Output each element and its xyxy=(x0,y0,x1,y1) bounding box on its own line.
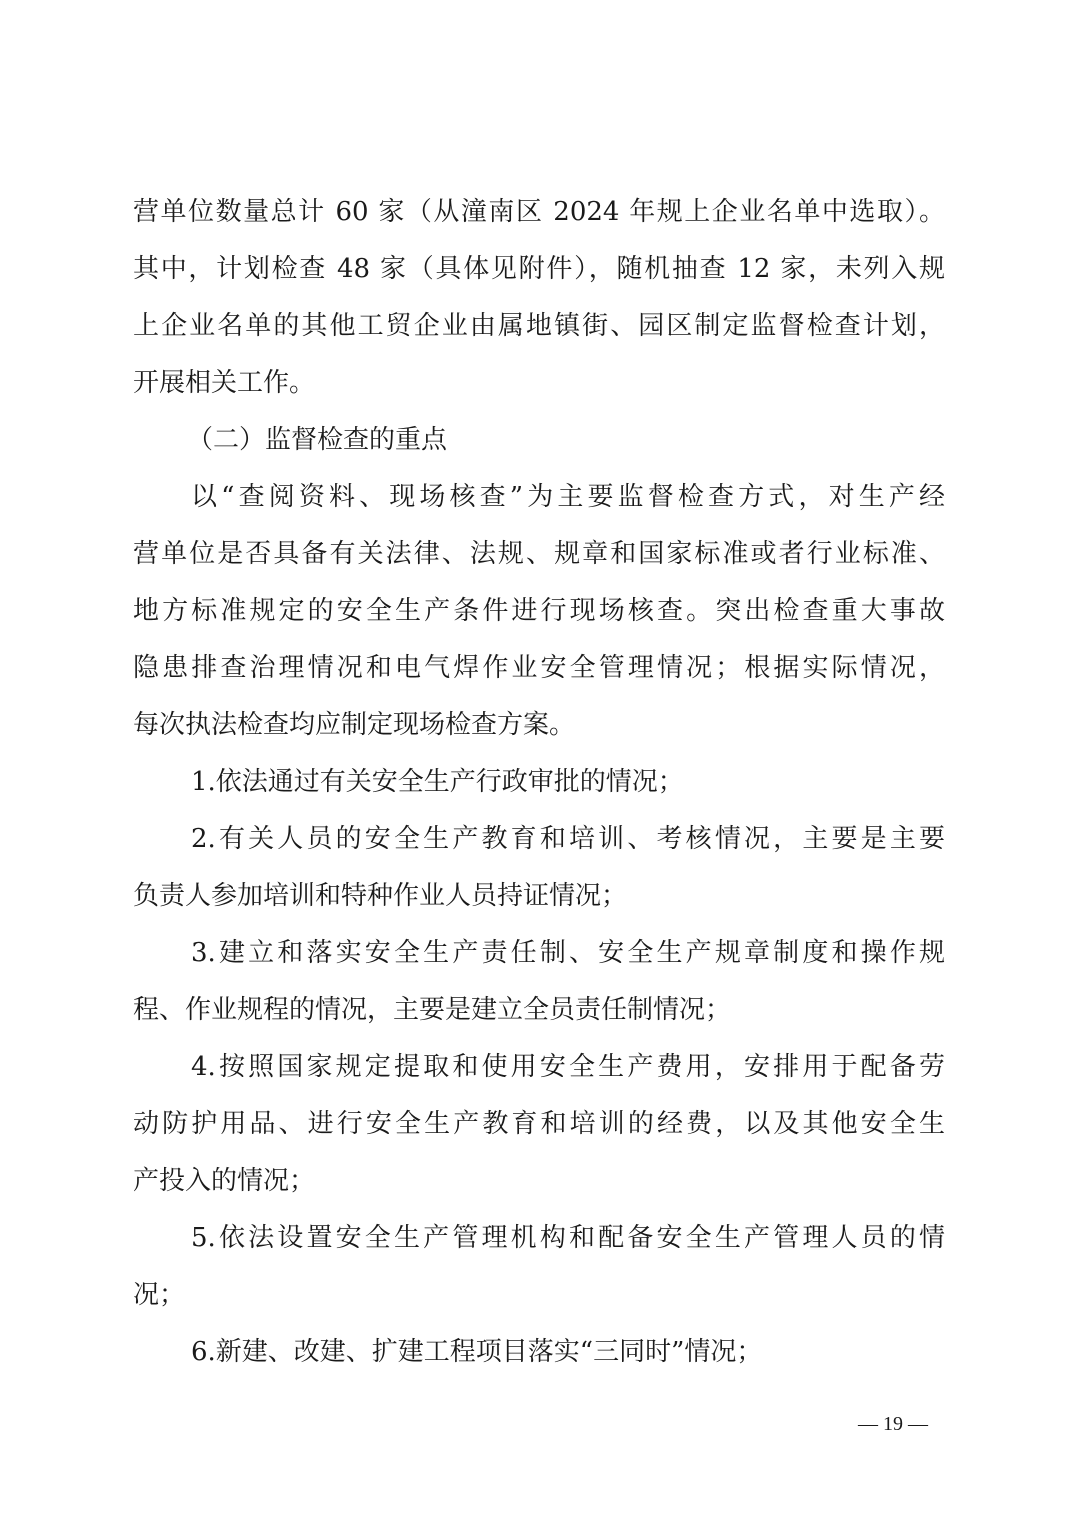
list-item-5-cont: 况； xyxy=(133,1280,186,1310)
list-item-2: 2.有关人员的安全生产教育和培训、考核情况，主要是主要 xyxy=(191,824,945,854)
list-item-4-cont-1: 动防护用品、进行安全生产教育和培训的经费，以及其他安全生 xyxy=(133,1109,945,1139)
list-item-2-cont: 负责人参加培训和特种作业人员持证情况； xyxy=(133,881,628,911)
text-line-10: 每次执法检查均应制定现场检查方案。 xyxy=(133,710,576,740)
list-item-6: 6.新建、改建、扩建工程项目落实“三同时”情况； xyxy=(191,1337,763,1367)
section-heading: （二）监督检查的重点 xyxy=(187,425,448,455)
list-item-1: 1.依法通过有关安全生产行政审批的情况； xyxy=(191,767,684,797)
list-item-5: 5.依法设置安全生产管理机构和配备安全生产管理人员的情 xyxy=(191,1223,945,1253)
text-line-3: 上企业名单的其他工贸企业由属地镇街、园区制定监督检查计划， xyxy=(133,311,945,341)
list-item-3-cont: 程、作业规程的情况，主要是建立全员责任制情况； xyxy=(133,995,732,1025)
page-number: — 19 — xyxy=(858,1413,928,1435)
text-line-4: 开展相关工作。 xyxy=(133,368,316,398)
text-line-1: 营单位数量总计 60 家（从潼南区 2024 年规上企业名单中选取）。 xyxy=(133,197,945,227)
text-line-6: 以“查阅资料、现场核查”为主要监督检查方式，对生产经 xyxy=(191,482,945,512)
list-item-4: 4.按照国家规定提取和使用安全生产费用，安排用于配备劳 xyxy=(191,1052,945,1082)
text-line-9: 隐患排查治理情况和电气焊作业安全管理情况；根据实际情况， xyxy=(133,653,945,683)
text-line-8: 地方标准规定的安全生产条件进行现场核查。突出检查重大事故 xyxy=(133,596,945,626)
document-body xyxy=(133,184,945,1381)
text-line-7: 营单位是否具备有关法律、法规、规章和国家标准或者行业标准、 xyxy=(133,539,945,569)
list-item-4-cont-2: 产投入的情况； xyxy=(133,1166,316,1196)
text-line-2: 其中，计划检查 48 家（具体见附件），随机抽查 12 家，未列入规 xyxy=(133,254,945,284)
list-item-3: 3.建立和落实安全生产责任制、安全生产规章制度和操作规 xyxy=(191,938,945,968)
